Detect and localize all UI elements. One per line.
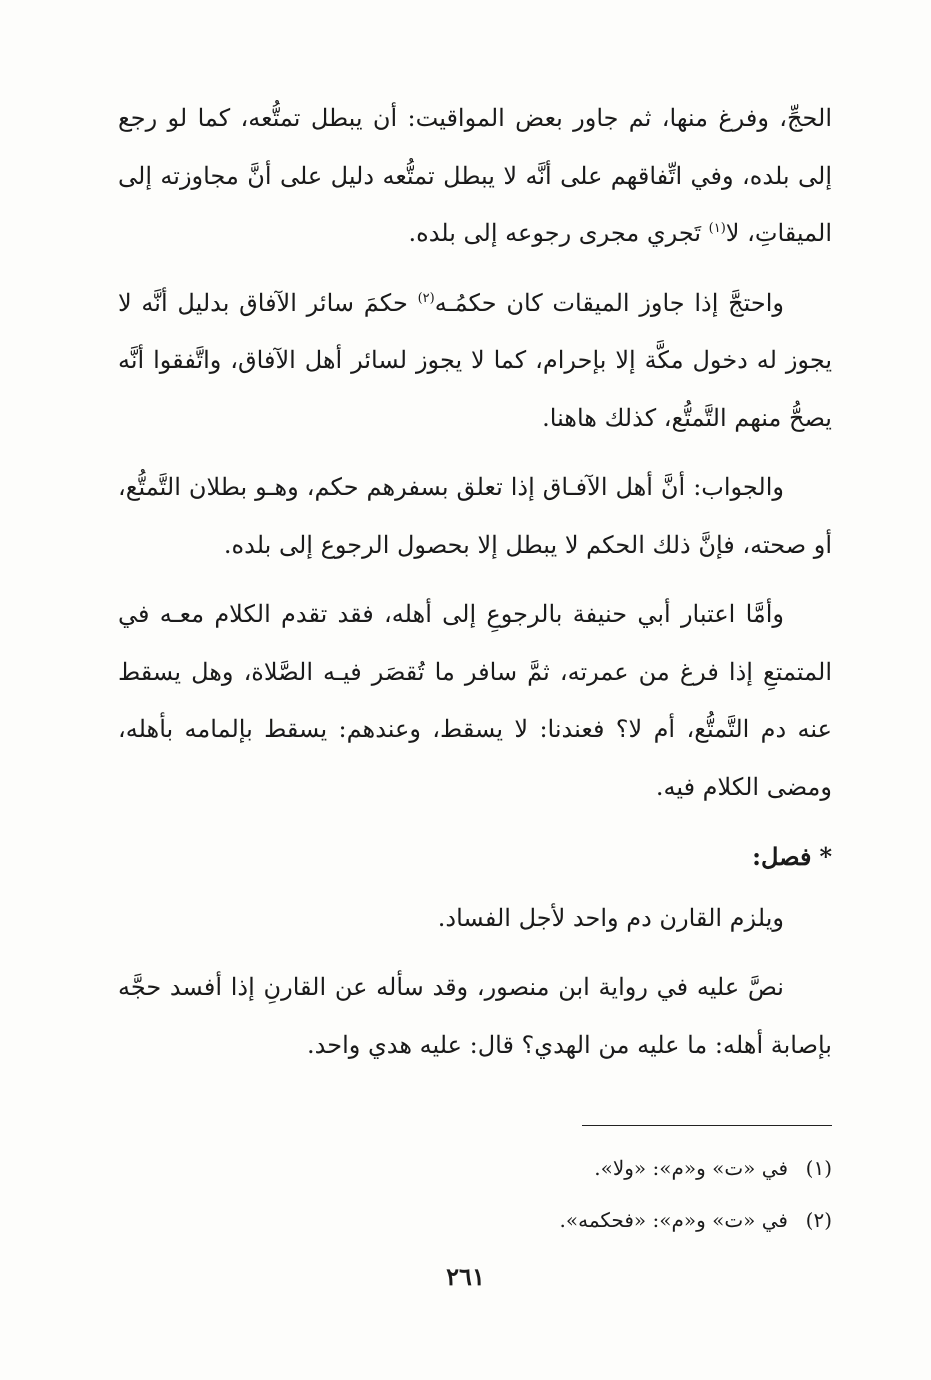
footnote-ref-1[interactable]: (١) [708, 221, 726, 236]
page-body [118, 90, 832, 1086]
section-heading [118, 828, 832, 886]
paragraph-1 [118, 90, 832, 263]
footnote-1 [118, 1142, 832, 1194]
footnote-2-text: في «ت» و«م»: «فحكمه». [559, 1208, 788, 1232]
footnote-ref-2[interactable]: (٢) [417, 290, 435, 306]
asterisk-icon: * [819, 842, 832, 871]
paragraph-2 [118, 275, 832, 448]
section-paragraph-2: نصَّ عليه في رواية ابن منصور، وقد سأله عن القارنِ إذا أفسد حجَّه بإصابة أهله: ما عليه من الهدي؟ قال: عليه هدي واحد. [118, 973, 832, 1059]
footnote-1-text: في «ت» و«م»: «ولا». [594, 1156, 788, 1180]
footnote-divider [582, 1125, 832, 1126]
paragraph-4: وأمَّا اعتبار أبي حنيفة بالرجوعِ إلى أهله، فقد تقدم الكلام معـه في المتمتعِ إذا فرغ من عمرته، ثمَّ سافر ما تُقصَر فيـه الصَّلاة، وهل يسقط عنه دم التَّمتُّع، أم لا؟ فعندنا: لا يسقط، وعندهم: يسقط بإلمامه بأهله، ومضى الكلام فيه. [118, 600, 832, 801]
paragraph-3: والجواب: أنَّ أهل الآفـاق إذا تعلق بسفرهم حكم، وهـو بطلان التَّمتُّع، أو صحته، فإنَّ ذلك الحكم لا يبطل إلا بحصول الرجوع إلى بلده. [118, 473, 832, 559]
paragraph-2-tail: حكمَ سائر الآفاق بدليل أنَّه لا يجوز له دخول مكَّة إلا بإحرام، كما لا يجوز لسائر أهل الآفاق، واتَّفقوا أنَّه يصحُّ منهم التَّمتُّع، كذلك هاهنا. [118, 288, 832, 432]
paragraph-1-text: الحجِّ، وفرغ منها، ثم جاور بعض المواقيت: أن يبطل تمتُّعه، كما لو رجع إلى بلده، وفي اتِّفاقهم على أنَّه لا يبطل تمتُّعه دليل على أنَّ مجاوزته إلى الميقاتِ، لا [118, 104, 832, 247]
footnote-2-number: (٢) [805, 1208, 832, 1232]
footnote-1-number: (١) [805, 1156, 832, 1180]
page-number: ٢٦١ [446, 1262, 485, 1291]
footnote-2 [118, 1194, 832, 1246]
section-title: فصل: [752, 842, 812, 871]
paragraph-1-tail: تَجري مجرى رجوعه إلى بلده. [408, 219, 709, 247]
section-paragraph-1: ويلزم القارن دم واحد لأجل الفساد. [437, 903, 784, 932]
footnotes [118, 1142, 832, 1246]
paragraph-2-text: واحتجَّ إذا جاوز الميقات كان حكمُـه [434, 288, 784, 317]
